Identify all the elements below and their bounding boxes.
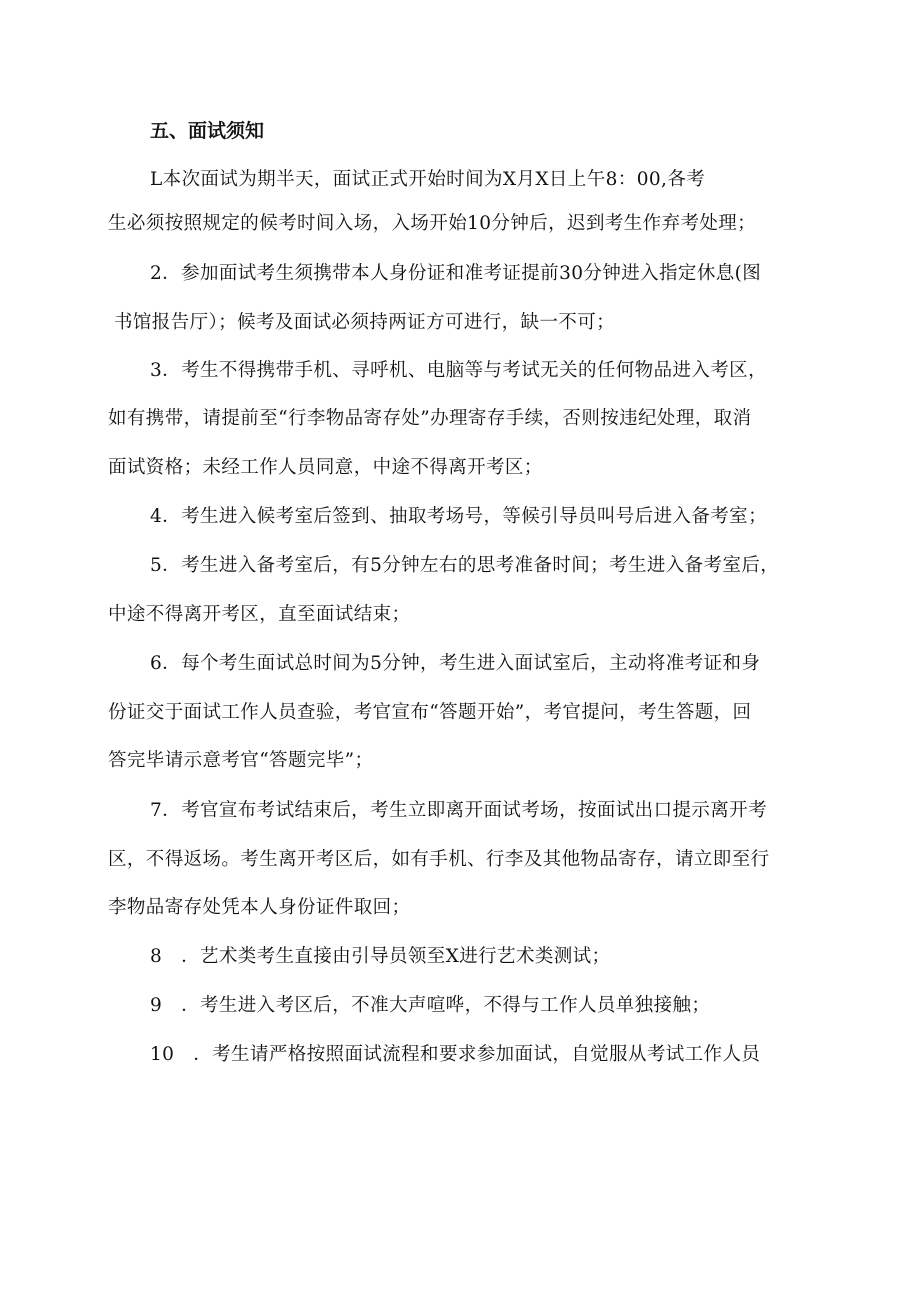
- item-5-line-2: 中途不得离开考区，直至面试结束；: [108, 604, 411, 625]
- item-2-line-2: 书馆报告厅）；候考及面试必须持两证方可进行，缺一不可；: [114, 312, 616, 333]
- item-5-line-1: 5．考生进入备考室后，有5分钟左右的思考准备时间；考生进入备考室后，: [150, 555, 780, 576]
- item-3-line-2: 如有携带，请提前至“行李物品寄存处”办理寄存手续，否则按违纪处理，取消: [108, 408, 752, 429]
- item-7-line-3: 李物品寄存处凭本人身份证件取回；: [108, 897, 411, 918]
- item-7-line-1: 7．考官宣布考试结束后，考生立即离开面试考场，按面试出口提示离开考: [150, 800, 767, 821]
- section-heading: 五、面试须知: [150, 120, 265, 142]
- item-4-line-1: 4．考生进入候考室后签到、抽取考场号，等候引导员叫号后进入备考室；: [150, 506, 767, 527]
- item-3-line-3: 面试资格；未经工作人员同意，中途不得离开考区；: [108, 457, 543, 478]
- item-7-line-2: 区，不得返场。考生离开考区后，如有手机、行李及其他物品寄存，请立即至行: [108, 849, 770, 870]
- item-9-line-1: 9 ．考生进入考区后，不准大声喧哗，不得与工作人员单独接触；: [150, 995, 711, 1016]
- item-2-line-1: 2．参加面试考生须携带本人身份证和准考证提前30分钟进入指定休息(图: [150, 263, 762, 284]
- item-8-line-1: 8 ．艺术类考生直接由引导员领至X进行艺术类测试；: [150, 946, 611, 967]
- item-6-line-2: 份证交于面试工作人员查验，考官宣布“答题开始”，考官提问，考生答题，回: [108, 702, 752, 723]
- item-10-line-1: 10 ．考生请严格按照面试流程和要求参加面试，自觉服从考试工作人员: [150, 1044, 761, 1065]
- item-1-line-1: L本次面试为期半天，面试正式开始时间为X月X日上午8：00,各考: [150, 169, 706, 190]
- item-1-line-2: 生必须按照规定的候考时间入场，入场开始10分钟后，迟到考生作弃考处理；: [108, 213, 757, 234]
- item-6-line-3: 答完毕请示意考官“答题完毕”；: [108, 750, 374, 771]
- item-6-line-1: 6．每个考生面试总时间为5分钟，考生进入面试室后，主动将准考证和身: [150, 653, 761, 674]
- item-3-line-1: 3．考生不得携带手机、寻呼机、电脑等与考试无关的任何物品进入考区，: [150, 360, 767, 381]
